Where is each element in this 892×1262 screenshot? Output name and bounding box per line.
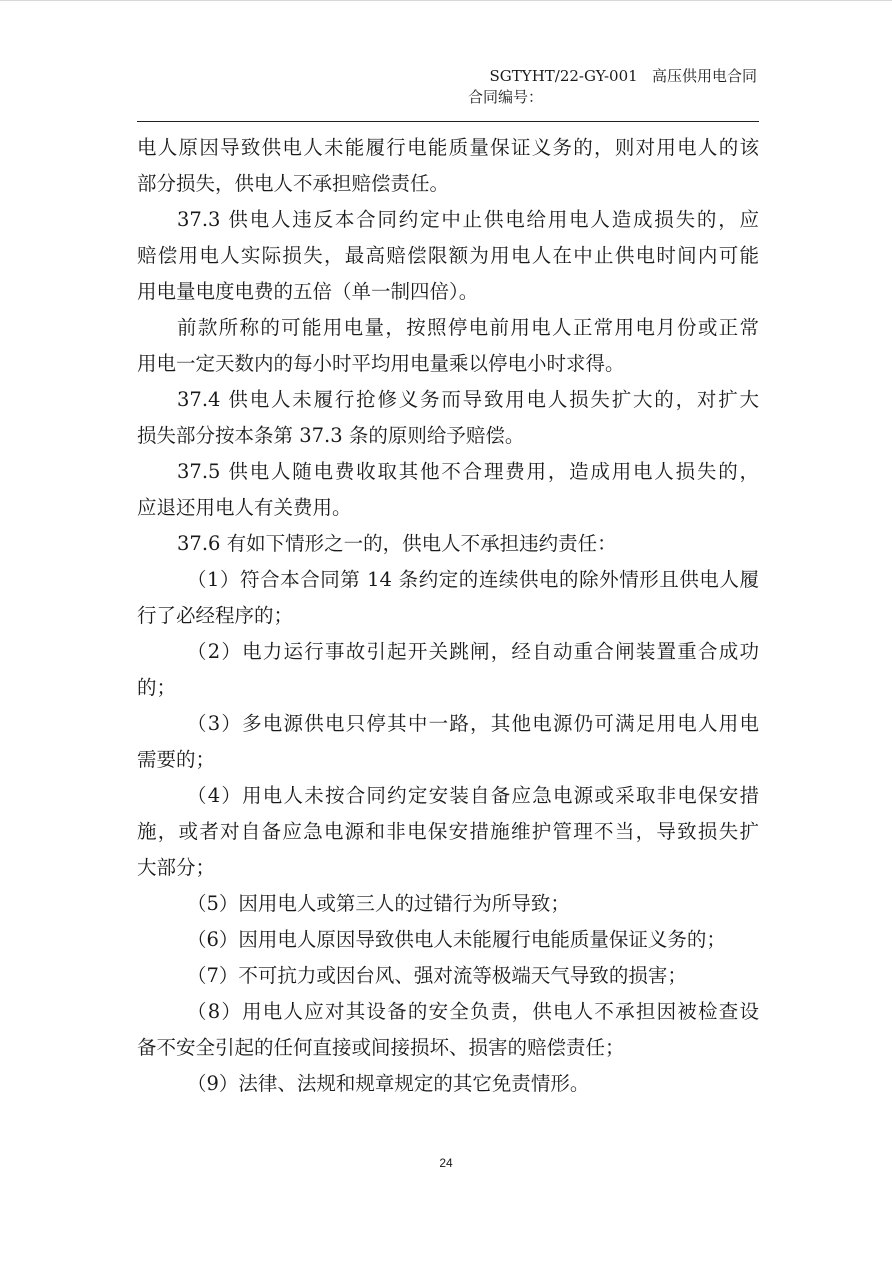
text-line: 施，或者对自备应急电源和非电保安措施维护管理不当，导致损失扩	[137, 820, 759, 843]
text-line: 37.4 供电人未履行抢修义务而导致用电人损失扩大的，对扩大	[177, 388, 759, 411]
text-line: （1）符合本合同第 14 条约定的连续供电的除外情形且供电人履	[187, 568, 759, 591]
text-line: 前款所称的可能用电量，按照停电前用电人正常用电月份或正常	[177, 316, 759, 339]
text-line: （5）因用电人或第三人的过错行为所导致；	[187, 892, 570, 915]
text-line: 的；	[137, 676, 177, 699]
text-line: （9）法律、法规和规章规定的其它免责情形。	[187, 1072, 590, 1095]
header-divider	[137, 121, 759, 122]
doc-title: 高压供用电合同	[651, 67, 757, 85]
text-line: 大部分；	[137, 856, 216, 879]
text-line: 部分损失，供电人不承担赔偿责任。	[137, 172, 450, 195]
text-line: 需要的；	[137, 748, 216, 771]
contract-number-label: 合同编号：	[468, 88, 544, 106]
text-line: 用电一定天数内的每小时平均用电量乘以停电小时求得。	[137, 352, 625, 375]
text-line: 损失部分按本条第 37.3 条的原则给予赔偿。	[137, 424, 525, 447]
text-line: （8）用电人应对其设备的安全负责，供电人不承担因被检查设	[187, 1000, 759, 1023]
body-text	[137, 130, 759, 1102]
text-line: 37.6 有如下情形之一的，供电人不承担违约责任：	[177, 532, 617, 555]
text-line: 电人原因导致供电人未能履行电能质量保证义务的，则对用电人的该	[137, 136, 759, 159]
page-number: 24	[439, 1156, 453, 1170]
page-header	[490, 65, 757, 87]
text-line: （3）多电源供电只停其中一路，其他电源仍可满足用电人用电	[187, 712, 759, 735]
text-line: （4）用电人未按合同约定安装自备应急电源或采取非电保安措	[187, 784, 759, 807]
text-line: （2）电力运行事故引起开关跳闸，经自动重合闸装置重合成功	[187, 640, 759, 663]
text-line: 行了必经程序的；	[137, 604, 294, 627]
text-line: （7）不可抗力或因台风、强对流等极端天气导致的损害；	[187, 964, 687, 987]
text-line: 37.5 供电人随电费收取其他不合理费用，造成用电人损失的，	[177, 460, 759, 483]
text-line: 37.3 供电人违反本合同约定中止供电给用电人造成损失的，应	[177, 208, 759, 231]
text-line: 用电量电度电费的五倍（单一制四倍）。	[137, 280, 479, 303]
text-line: 赔偿用电人实际损失，最高赔偿限额为用电人在中止供电时间内可能	[137, 244, 759, 267]
doc-code: SGTYHT/22-GY-001	[489, 67, 638, 85]
text-line: 应退还用电人有关费用。	[137, 496, 352, 519]
text-line: 备不安全引起的任何直接或间接损坏、损害的赔偿责任；	[137, 1036, 625, 1059]
text-line: （6）因用电人原因导致供电人未能履行电能质量保证义务的；	[187, 928, 726, 951]
